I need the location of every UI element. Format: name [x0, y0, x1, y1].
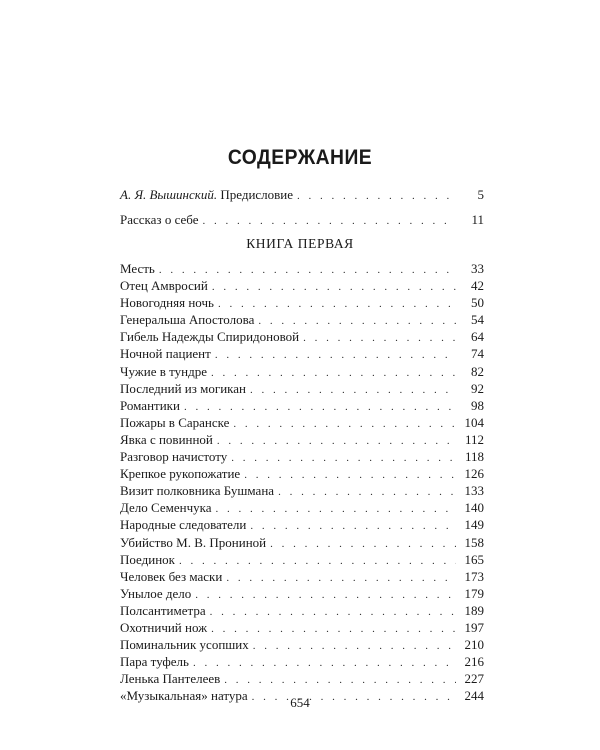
toc-entry-page: 50: [471, 295, 484, 311]
toc-entry-page: 5: [477, 187, 484, 202]
toc-entry-page: 54: [471, 312, 484, 328]
toc-entry-title: Гибель Надежды Спиридоновой: [120, 328, 303, 345]
toc-entry-page: 140: [464, 500, 484, 516]
toc-entry: [120, 414, 484, 431]
page-number: 654: [290, 695, 310, 710]
toc-entry-preface: [120, 186, 484, 211]
toc-entry-page: 210: [464, 637, 484, 653]
toc-entry: [120, 602, 484, 619]
toc-entry-title: Рассказ о себе: [120, 211, 202, 228]
toc-entry-title: Ленька Пантелеев: [120, 670, 224, 687]
toc-entry-title: Дело Семенчука: [120, 499, 216, 516]
toc-entry-page: 126: [464, 466, 484, 482]
toc-entry-page: 179: [464, 585, 484, 601]
section-heading: КНИГА ПЕРВАЯ: [246, 236, 354, 251]
toc-entry-page: 33: [471, 261, 484, 276]
toc-entry: [120, 328, 484, 345]
toc-entry-page: 11: [471, 212, 484, 227]
toc-entry-title: Крепкое рукопожатие: [120, 465, 244, 482]
toc-entry: [120, 294, 484, 311]
toc-entry-page: 118: [464, 449, 484, 465]
toc-entry-title: Явка с повинной: [120, 431, 217, 448]
toc-entry-title: Чужие в тундре: [120, 363, 211, 380]
toc-entry-title: Отец Амвросий: [120, 277, 212, 294]
leader-dots: [297, 188, 456, 205]
toc-entry-page: 98: [471, 397, 484, 413]
toc-entry-title: Романтики: [120, 397, 184, 414]
toc-entry-title: Человек без маски: [120, 568, 226, 585]
toc-entry: [120, 585, 484, 602]
toc-entry: [120, 670, 484, 687]
toc-entry-page: 173: [464, 568, 484, 584]
toc-entry-page: 104: [464, 414, 484, 430]
toc-entry-title: Народные следователи: [120, 516, 250, 533]
toc-entry-page: 149: [464, 517, 484, 533]
toc-entry-page: 92: [471, 380, 484, 396]
toc-entry-title: Последний из могикан: [120, 380, 250, 397]
page-title: СОДЕРЖАНИЕ: [227, 146, 373, 169]
toc-entry-page: 165: [464, 551, 484, 567]
toc-entry: [120, 277, 484, 294]
toc-entry: [120, 380, 484, 397]
toc-entry: [120, 499, 484, 516]
toc-entry: [120, 516, 484, 533]
toc-entry-title: Поединок: [120, 551, 179, 568]
toc-book-one: [120, 260, 484, 704]
toc-entry-page: 64: [471, 329, 484, 345]
toc-entry-page: 133: [464, 483, 484, 499]
toc-entry: [120, 311, 484, 328]
toc-entry-page: 197: [464, 619, 484, 635]
toc-entry-title: Унылое дело: [120, 585, 195, 602]
toc-entry: [120, 345, 484, 362]
toc-entry: [120, 482, 484, 499]
leader-dots: [202, 213, 456, 230]
toc-entry-page: 42: [471, 278, 484, 294]
toc-entry-page: 244: [464, 688, 484, 704]
toc-entry-title: Ночной пациент: [120, 345, 215, 362]
toc-entry: [120, 260, 484, 277]
toc-entry: [120, 363, 484, 380]
toc-entry-page: 189: [464, 602, 484, 618]
toc-entry-title: Пожары в Саранске: [120, 414, 233, 431]
toc-entry: [120, 397, 484, 414]
toc-entry-title: Разговор начистоту: [120, 448, 231, 465]
toc-entry: [120, 431, 484, 448]
toc-entry: [120, 619, 484, 636]
toc-entry-title-text: Предисловие: [220, 187, 294, 202]
toc-entry-about-self: [120, 211, 484, 236]
toc-entry-title: Месть: [120, 260, 159, 277]
toc-entry-page: 112: [464, 431, 484, 447]
toc-entry: [120, 568, 484, 585]
toc-entry: [120, 448, 484, 465]
toc-entry: [120, 534, 484, 551]
toc-entry-page: 227: [464, 671, 484, 687]
toc-entry: [120, 653, 484, 670]
toc-entry-title: Охотничий нож: [120, 619, 211, 636]
toc-entry: [120, 636, 484, 653]
toc-entry-author: А. Я. Вышинский.: [120, 187, 218, 202]
toc-entry-page: 216: [464, 654, 484, 670]
toc-entry-title: Визит полковника Бушмана: [120, 482, 278, 499]
toc-entry-title: «Музыкальная» натура: [120, 687, 252, 704]
toc-entry-title: Поминальник усопших: [120, 636, 253, 653]
toc-entry-page: 74: [471, 346, 484, 362]
toc-entry: [120, 551, 484, 568]
toc-entry-title: Пара туфель: [120, 653, 193, 670]
toc-entry: [120, 465, 484, 482]
toc-entry-title: Полсантиметра: [120, 602, 210, 619]
toc-entry-title: Убийство М. В. Прониной: [120, 534, 270, 551]
toc-entry-title: Генеральша Апостолова: [120, 311, 258, 328]
toc-entry-page: 82: [471, 363, 484, 379]
toc-entry-title: [120, 186, 297, 203]
toc-entry-title: Новогодняя ночь: [120, 294, 218, 311]
toc-front-matter: [120, 186, 484, 236]
toc-entry-page: 158: [464, 534, 484, 550]
